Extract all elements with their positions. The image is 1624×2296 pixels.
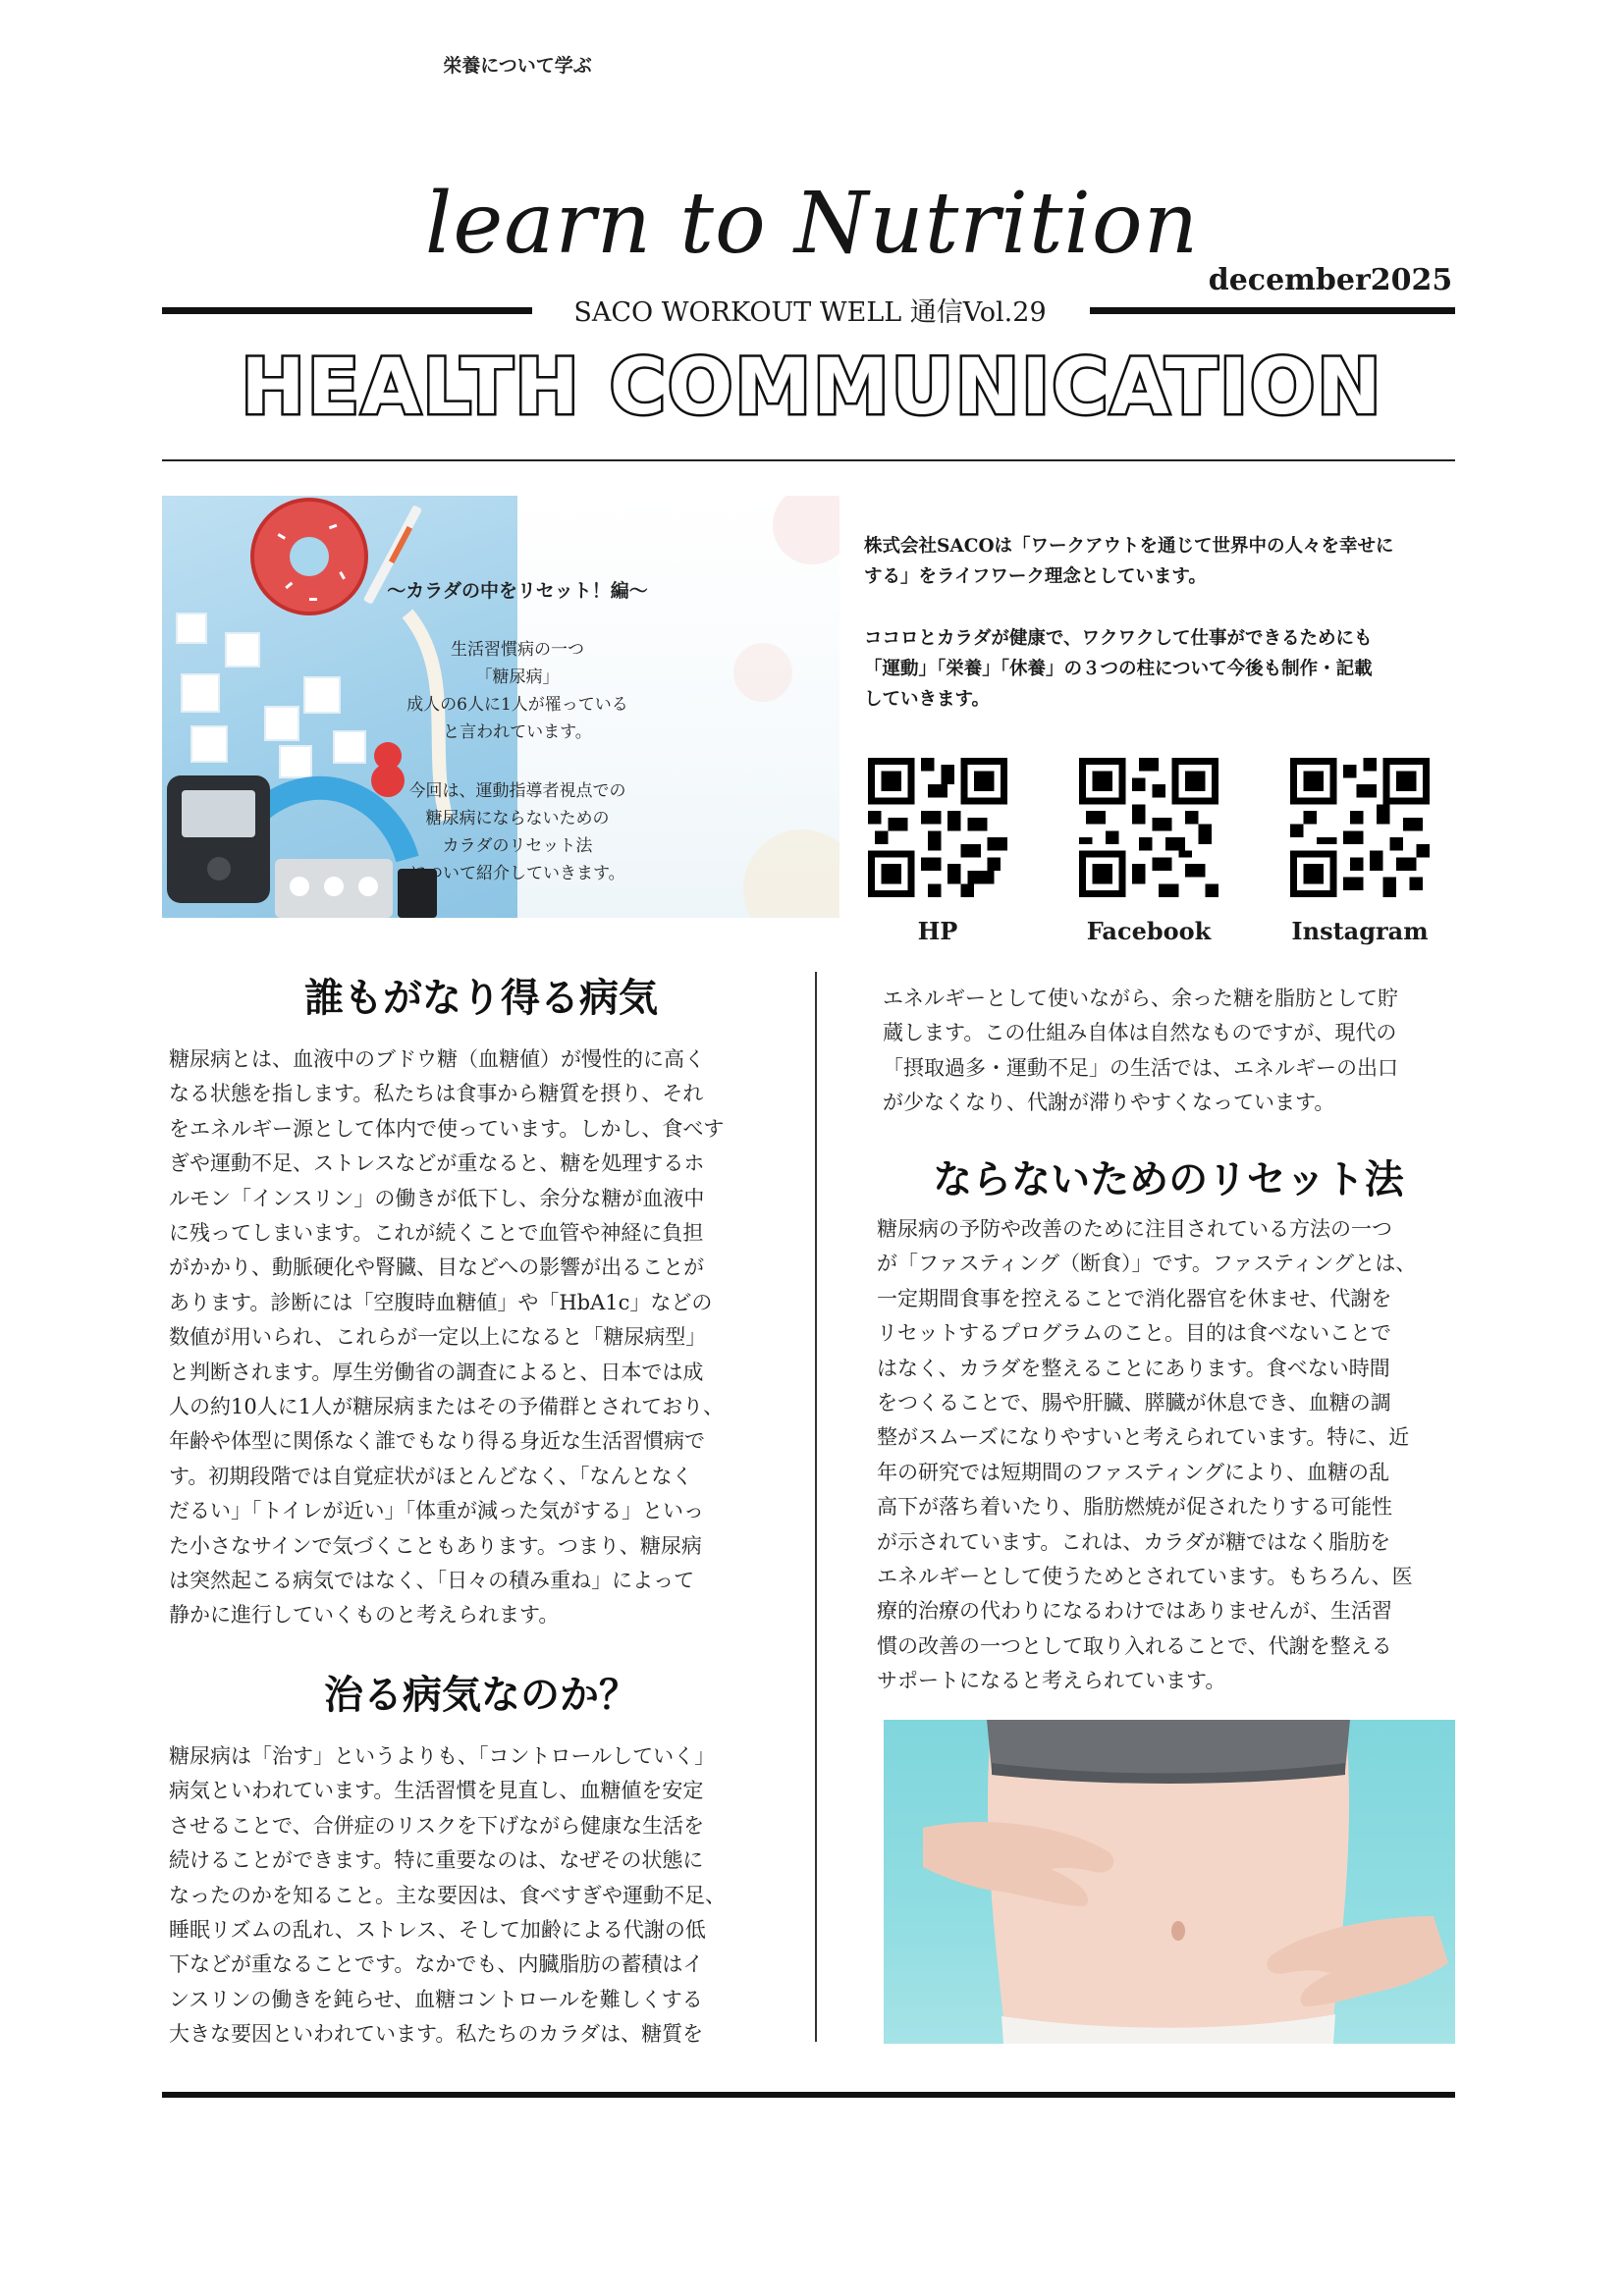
intro-line: ココロとカラダが健康で、ワクワクして仕事ができるためにも: [864, 628, 1373, 649]
body-line: 年の研究では短期間のファスティングにより、血糖の乱: [877, 1460, 1390, 1484]
masthead-rule-right: [1090, 307, 1455, 314]
hero-paragraph-line: と言われています。: [443, 722, 592, 742]
footer-rule: [162, 2092, 1455, 2098]
body-line: が「ファスティング（断食）」です。ファスティングとは、: [877, 1252, 1417, 1276]
body-line: 続けることができます。特に重要なのは、なぜその状態に: [169, 1848, 704, 1873]
masthead-date: december2025: [1208, 263, 1453, 297]
body-line: は突然起こる病気ではなく、「日々の積み重ね」によって: [169, 1569, 695, 1592]
hero-paragraph-line: 今回は、運動指導者視点での: [408, 781, 626, 801]
hero-paragraph-line: 成人の6人に1人が罹っている: [406, 695, 628, 715]
body-line: 大きな要因といわれています。私たちのカラダは、糖質を: [169, 2022, 704, 2047]
body-line: させることで、合併症のリスクを下げながら健康な生活を: [169, 1813, 705, 1838]
hero-paragraph-line: 「糖尿病」: [475, 667, 560, 687]
header-divider: [162, 459, 1455, 461]
torso-illustration: [884, 1720, 1455, 2044]
masthead-heading: HEALTH COMMUNICATION: [241, 344, 1383, 432]
body-line: がかかり、動脈硬化や腎臓、目などへの影響が出ることが: [169, 1255, 705, 1280]
body-line: をエネルギー源として体内で使っています。しかし、食べす: [169, 1116, 725, 1141]
section-heading-anyone: 誰もがなり得る病気: [304, 975, 658, 1021]
body-line: ぎや運動不足、ストレスなどが重なると、糖を処理するホ: [169, 1151, 705, 1176]
body-line: 慣の改善の一つとして取り入れることで、代謝を整える: [877, 1633, 1392, 1658]
body-line: エネルギーとして使うためとされています。もちろん、医: [877, 1565, 1413, 1588]
body-line: はなく、カラダを整えることにあります。食べない時間: [877, 1356, 1390, 1380]
body-line: リセットするプログラムのこと。目的は食べないことで: [877, 1321, 1391, 1346]
qr-code-icon[interactable]: [1079, 758, 1218, 897]
body-line: に残ってしまいます。これが続くことで血管や神経に負担: [169, 1221, 704, 1245]
body-line: 糖尿病とは、血液中のブドウ糖（血糖値）が慢性的に高く: [169, 1047, 705, 1071]
body-line: 一定期間食事を控えることで消化器官を休ませ、代謝を: [877, 1286, 1392, 1310]
body-line: が少なくなり、代謝が滞りやすくなっています。: [883, 1091, 1335, 1115]
body-line: す。初期段階では自覚症状がほとんどなく、「なんとなく: [169, 1464, 693, 1488]
body-line: ンスリンの働きを鈍らせ、血糖コントロールを難しくする: [169, 1987, 703, 2011]
qr-label-instagram[interactable]: Instagram: [1291, 917, 1429, 945]
qr-label-hp[interactable]: HP: [917, 917, 958, 945]
section-heading-curable: 治る病気なのか？: [324, 1672, 638, 1718]
intro-line: 株式会社SACOは「ワークアウトを通じて世界中の人々を幸せに: [864, 536, 1394, 557]
body-line: サポートになると考えられています。: [877, 1669, 1226, 1693]
body-line: 蔵します。この仕組み自体は自然なものですが、現代の: [883, 1021, 1397, 1045]
intro-line: する」をライフワーク理念としています。: [864, 566, 1207, 587]
body-line: た小さなサインで気づくこともあります。つまり、糖尿病: [169, 1533, 702, 1558]
hero-paragraph-line: 生活習慣病の一つ: [451, 640, 584, 660]
body-line: あります。診断には「空腹時血糖値」や「HbA1c」などの: [169, 1290, 713, 1314]
body-line: 整がスムーズになりやすいと考えられています。特に、近: [877, 1425, 1410, 1450]
hero-heading-line2: 〜カラダの中をリセット！編〜: [387, 580, 648, 602]
body-line: 年齢や体型に関係なく誰でもなり得る身近な生活習慣病で: [169, 1429, 705, 1454]
hero-paragraph-line: について紹介していきます。: [409, 864, 625, 883]
masthead-subtitle: SACO WORKOUT WELL 通信Vol.29: [573, 297, 1047, 328]
qr-label-facebook[interactable]: Facebook: [1086, 917, 1212, 945]
body-line: 高下が落ち着いたり、脂肪燃焼が促されたりする可能性: [877, 1495, 1392, 1520]
body-line: 静かに進行していくものと考えられます。: [169, 1603, 560, 1628]
body-line: 糖尿病の予防や改善のために注目されている方法の一つ: [877, 1217, 1392, 1241]
masthead-title: learn to Nutrition: [424, 175, 1200, 273]
body-line: 数値が用いられ、これらが一定以上になると「糖尿病型」: [169, 1325, 707, 1350]
body-line: だるい」「トイレが近い」「体重が減った気がする」といっ: [169, 1499, 704, 1523]
body-line: 睡眠リズムの乱れ、ストレス、そして加齢による代謝の低: [169, 1918, 706, 1942]
body-line: ルモン「インスリン」の働きが低下し、余分な糖が血液中: [169, 1186, 705, 1210]
body-line: をつくることで、腸や肝臓、膵臓が休息でき、血糖の調: [877, 1391, 1391, 1415]
body-line: 療的治療の代わりになるわけではありませんが、生活習: [877, 1599, 1392, 1624]
torso-photo: [884, 1720, 1455, 2044]
body-line: 「摂取過多・運動不足」の生活では、エネルギーの出口: [883, 1055, 1398, 1080]
column-divider: [815, 972, 817, 2042]
body-line: が示されています。これは、カラダが糖ではなく脂肪を: [877, 1529, 1391, 1554]
intro-line: 「運動」「栄養」「休養」の３つの柱について今後も制作・記載: [864, 659, 1373, 679]
body-line: 糖尿病は「治す」というよりも、「コントロールしていく」: [169, 1744, 716, 1768]
body-line: なる状態を指します。私たちは食事から糖質を摂り、それ: [169, 1082, 704, 1106]
section-heading-reset: ならないためのリセット法: [933, 1156, 1404, 1202]
body-line: なったのかを知ること。主な要因は、食べすぎや運動不足、: [169, 1883, 726, 1907]
hero-paragraph-line: 糖尿病にならないための: [425, 809, 610, 828]
masthead-rule-left: [162, 307, 532, 314]
hero-heading-line1: 栄養について学ぶ: [443, 55, 592, 77]
body-line: 病気といわれています。生活習慣を見直し、血糖値を安定: [169, 1779, 704, 1803]
body-line: 人の約10人に1人が糖尿病またはその予備群とされており、: [169, 1395, 725, 1418]
body-line: と判断されます。厚生労働省の調査によると、日本では成: [169, 1360, 704, 1384]
body-line: エネルギーとして使いながら、余った糖を脂肪として貯: [883, 987, 1398, 1010]
hero-paragraph-line: カラダのリセット法: [442, 836, 593, 856]
qr-code-icon[interactable]: [868, 758, 1007, 897]
qr-code-icon[interactable]: [1290, 758, 1430, 897]
intro-line: していきます。: [864, 689, 991, 710]
body-line: 下などが重なることです。なかでも、内臓脂肪の蓄積はイ: [169, 1952, 704, 1977]
